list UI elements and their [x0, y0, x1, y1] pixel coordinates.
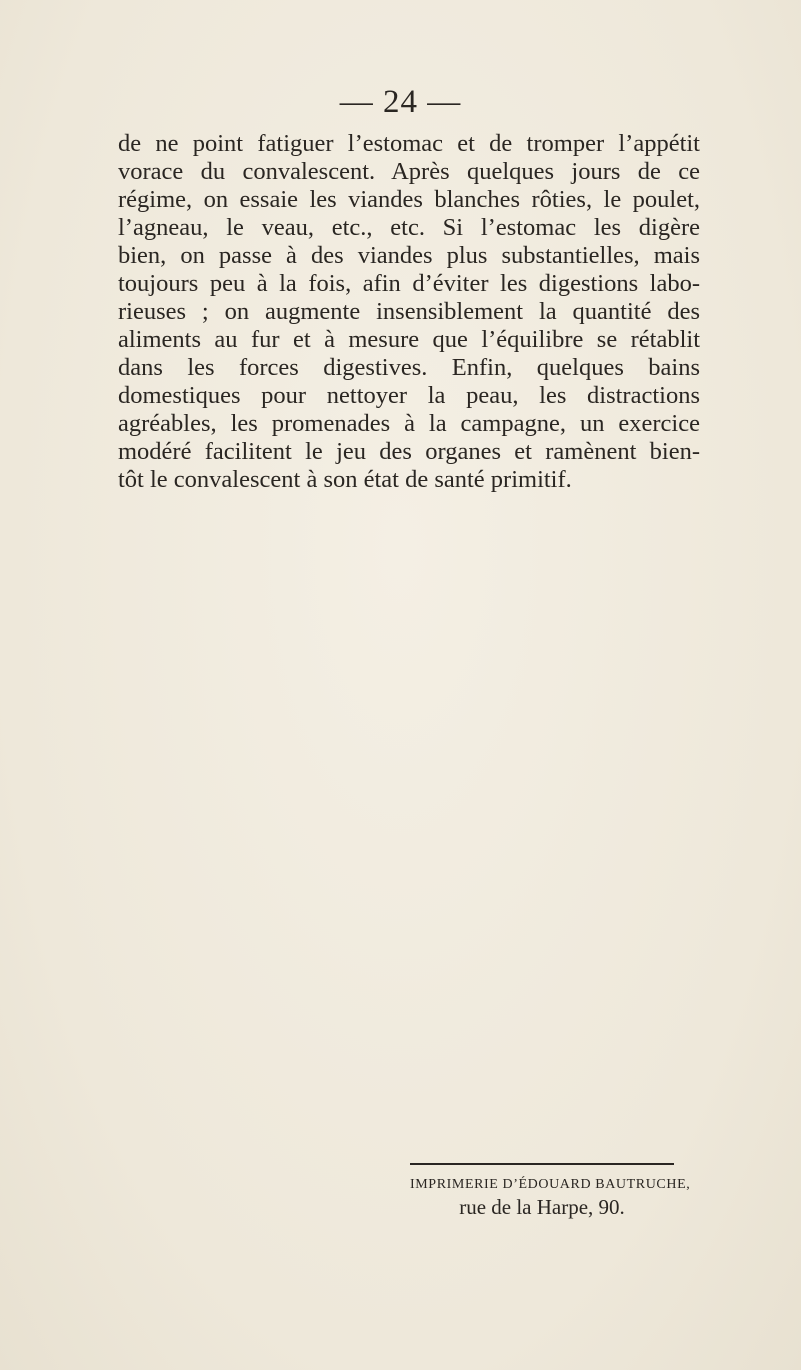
- text-line: domestiques pour nettoyer la peau, les distractions: [118, 382, 700, 409]
- body-paragraph: [118, 130, 700, 494]
- text-line: tôt le convalescent à son état de santé primitif.: [118, 466, 572, 493]
- text-line: aliments au fur et à mesure que l’équilibre se rétablit: [118, 326, 700, 353]
- text-line: bien, on passe à des viandes plus substantielles, mais: [118, 242, 700, 269]
- text-line: l’agneau, le veau, etc., etc. Si l’estomac les digère: [118, 214, 700, 241]
- imprint-address: rue de la Harpe, 90.: [459, 1195, 625, 1219]
- page-number: — 24 —: [339, 84, 462, 120]
- text-line: modéré facilitent le jeu des organes et ramènent bien-: [118, 438, 700, 465]
- text-line: toujours peu à la fois, afin d’éviter les digestions labo-: [118, 270, 700, 297]
- text-line: régime, on essaie les viandes blanches rôties, le poulet,: [118, 186, 700, 213]
- imprint-rule: [410, 1163, 674, 1165]
- printer-imprint: [410, 1163, 691, 1220]
- text-line: dans les forces digestives. Enfin, quelques bains: [118, 354, 700, 381]
- text-line: vorace du convalescent. Après quelques jours de ce: [118, 158, 700, 185]
- imprint-printer-name: IMPRIMERIE D’ÉDOUARD BAUTRUCHE,: [410, 1177, 691, 1192]
- text-line: de ne point fatiguer l’estomac et de tromper l’appétit: [118, 130, 700, 157]
- text-line: agréables, les promenades à la campagne, un exercice: [118, 410, 700, 437]
- text-line: rieuses ; on augmente insensiblement la quantité des: [118, 298, 700, 325]
